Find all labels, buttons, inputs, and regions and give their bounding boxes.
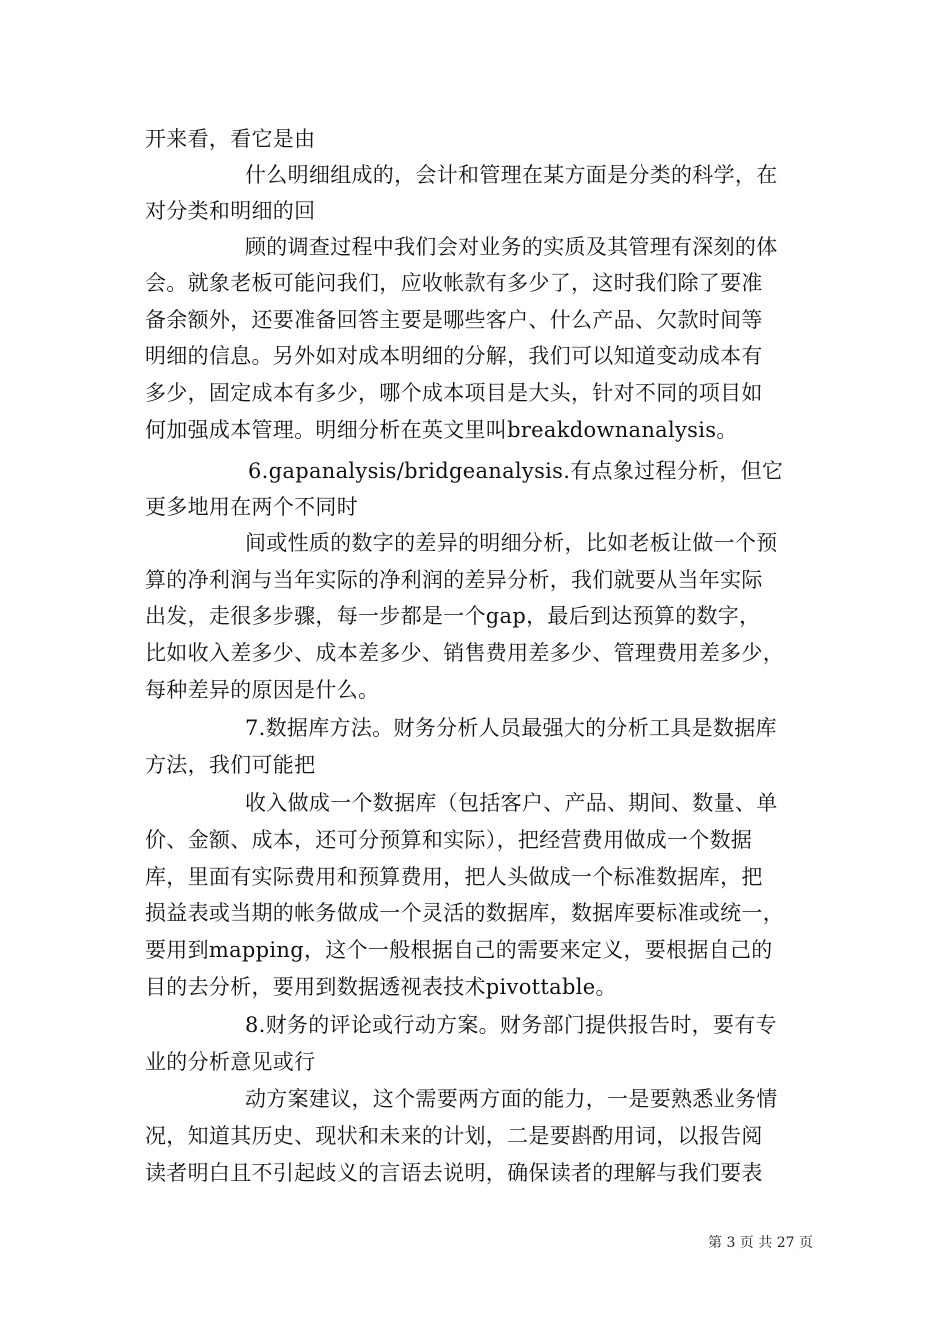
text-line: 8.财务的评论或行动方案。财务部门提供报告时，要有专 — [245, 1013, 777, 1037]
text-line: 业的分析意见或行 — [145, 1050, 316, 1074]
text-line: 动方案建议，这个需要两方面的能力，一是要熟悉业务情 — [245, 1087, 778, 1111]
page-number: 第 3 页 共 27 页 — [708, 1235, 813, 1251]
text-line: 方法，我们可能把 — [145, 753, 316, 777]
text-line: 明细的信息。另外如对成本明细的分解，我们可以知道变动成本有 — [145, 344, 763, 368]
text-line: 目的去分析，要用到数据透视表技术pivottable。 — [145, 975, 617, 999]
text-line: 对分类和明细的回 — [145, 199, 316, 223]
text-line: 读者明白且不引起歧义的言语去说明，确保读者的理解与我们要表 — [145, 1161, 763, 1185]
text-line: 损益表或当期的帐务做成一个灵活的数据库，数据库要标准或统一， — [145, 901, 784, 925]
text-line: 顾的调查过程中我们会对业务的实质及其管理有深刻的体 — [245, 235, 778, 259]
text-line: 6.gapanalysis/bridgeanalysis.有点象过程分析，但它 — [248, 459, 784, 483]
text-line: 出发，走很多步骤，每一步都是一个gap，最后到达预算的数字， — [145, 604, 761, 628]
text-line: 况，知道其历史、现状和未来的计划，二是要斟酌用词，以报告阅 — [145, 1124, 763, 1148]
text-line: 备余额外，还要准备回答主要是哪些客户、什么产品、欠款时间等 — [145, 308, 763, 332]
text-line: 会。就象老板可能问我们，应收帐款有多少了，这时我们除了要准 — [145, 271, 763, 295]
text-line: 什么明细组成的，会计和管理在某方面是分类的科学，在 — [245, 163, 778, 187]
text-line: 要用到mapping，这个一般根据自己的需要来定义，要根据自己的 — [145, 938, 773, 962]
text-line: 价、金额、成本，还可分预算和实际），把经营费用做成一个数据 — [145, 828, 753, 852]
text-line: 收入做成一个数据库（包括客户、产品、期间、数量、单 — [245, 791, 778, 815]
text-line: 库，里面有实际费用和预算费用，把人头做成一个标准数据库，把 — [145, 865, 763, 889]
text-line: 7.数据库方法。财务分析人员最强大的分析工具是数据库 — [245, 716, 777, 740]
text-line: 多少，固定成本有多少，哪个成本项目是大头，针对不同的项目如 — [145, 381, 763, 405]
text-line: 每种差异的原因是什么。 — [145, 678, 380, 702]
text-line: 间或性质的数字的差异的明细分析，比如老板让做一个预 — [245, 531, 778, 555]
text-line: 算的净利润与当年实际的净利润的差异分析，我们就要从当年实际 — [145, 568, 763, 592]
text-line: 更多地用在两个不同时 — [145, 495, 358, 519]
text-line: 开来看，看它是由 — [145, 127, 316, 151]
text-line: 何加强成本管理。明细分析在英文里叫breakdownanalysis。 — [145, 418, 738, 442]
text-line: 比如收入差多少、成本差多少、销售费用差多少、管理费用差多少， — [145, 641, 784, 665]
